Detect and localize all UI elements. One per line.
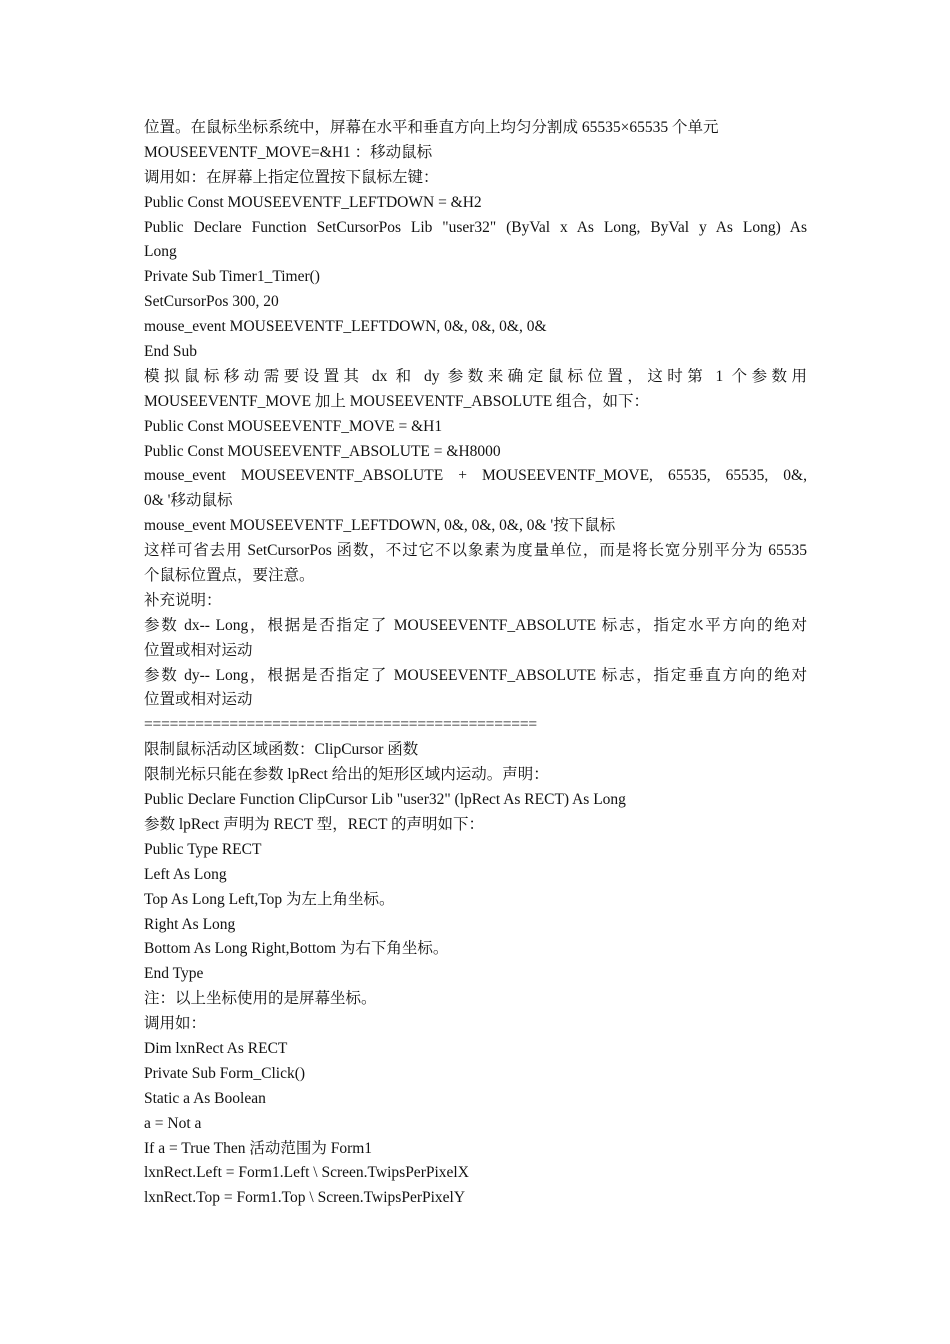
code-line: Bottom As Long Right,Bottom 为右下角坐标。 [144, 940, 449, 958]
code-line: Dim lxnRect As RECT [144, 1039, 288, 1057]
document-body [144, 116, 807, 1211]
section-heading: 限制鼠标活动区域函数：ClipCursor 函数 [144, 741, 419, 759]
text-line: 限制光标只能在参数 lpRect 给出的矩形区域内运动。声明： [144, 766, 549, 784]
text-line: 位置。在鼠标坐标系统中，屏幕在水平和垂直方向上均匀分割成 65535×65535 个单元 [144, 119, 719, 136]
text-line: MOUSEEVENTF_MOVE 加上 MOUSEEVENTF_ABSOLUTE 组合，如下： [144, 392, 650, 410]
text-line: 参数 dy-- Long，根据是否指定了 MOUSEEVENTF_ABSOLUTE 标志，指定垂直方向的绝对 [144, 666, 807, 684]
separator-line: ============================================== [144, 716, 537, 734]
code-line: Private Sub Form_Click() [144, 1064, 306, 1082]
code-line: Public Const MOUSEEVENTF_ABSOLUTE = &H8000 [144, 442, 501, 460]
code-line: Public Declare Function SetCursorPos Lib "user32" (ByVal x As Long, ByVal y As Long) As [144, 218, 807, 236]
code-line: lxnRect.Left = Form1.Left \ Screen.TwipsPerPixelX [144, 1164, 469, 1182]
text-line: 参数 dx-- Long，根据是否指定了 MOUSEEVENTF_ABSOLUTE 标志，指定水平方向的绝对 [144, 616, 807, 634]
code-line: Top As Long Left,Top 为左上角坐标。 [144, 890, 395, 908]
text-line: 参数 lpRect 声明为 RECT 型，RECT 的声明如下： [144, 815, 485, 833]
code-line: If a = True Then 活动范围为 Form1 [144, 1139, 373, 1157]
text-line: 个鼠标位置点，要注意。 [144, 567, 315, 585]
text-line: 位置或相对运动 [144, 641, 253, 659]
code-line: Private Sub Timer1_Timer() [144, 268, 320, 286]
text-line: 这样可省去用 SetCursorPos 函数，不过它不以象素为度量单位，而是将长宽分别平分为 65535 [144, 542, 807, 560]
code-line: mouse_event MOUSEEVENTF_LEFTDOWN, 0&, 0&, 0&, 0& [144, 318, 547, 336]
text-line: 补充说明： [144, 591, 222, 609]
code-line: mouse_event MOUSEEVENTF_ABSOLUTE + MOUSEEVENTF_MOVE, 65535, 65535, 0&, [144, 467, 807, 485]
code-line: End Sub [144, 343, 197, 361]
text-line: 模拟鼠标移动需要设置其 dx 和 dy 参数来确定鼠标位置，这时第 1 个参数用 [144, 367, 807, 385]
code-line: Public Const MOUSEEVENTF_MOVE = &H1 [144, 417, 443, 435]
text-line: MOUSEEVENTF_MOVE=&H1 ：移动鼠标 [144, 143, 433, 161]
code-line: 0& '移动鼠标 [144, 492, 233, 510]
code-line: SetCursorPos 300, 20 [144, 293, 279, 311]
text-line: 调用如： [144, 1015, 207, 1033]
code-line: Static a As Boolean [144, 1089, 266, 1107]
text-line: 注：以上坐标使用的是屏幕坐标。 [144, 990, 377, 1008]
code-line: Public Declare Function ClipCursor Lib "user32" (lpRect As RECT) As Long [144, 791, 626, 809]
code-line: mouse_event MOUSEEVENTF_LEFTDOWN, 0&, 0&, 0&, 0& '按下鼠标 [144, 517, 616, 535]
text-line: 调用如：在屏幕上指定位置按下鼠标左键： [144, 168, 439, 186]
code-line: lxnRect.Top = Form1.Top \ Screen.TwipsPerPixelY [144, 1189, 466, 1207]
code-line: Left As Long [144, 865, 227, 883]
code-line: Long [144, 243, 177, 261]
code-line: a = Not a [144, 1114, 202, 1132]
code-line: Public Const MOUSEEVENTF_LEFTDOWN = &H2 [144, 193, 482, 211]
code-line: End Type [144, 965, 204, 983]
code-line: Public Type RECT [144, 840, 262, 858]
text-line: 位置或相对运动 [144, 691, 253, 709]
code-line: Right As Long [144, 915, 236, 933]
